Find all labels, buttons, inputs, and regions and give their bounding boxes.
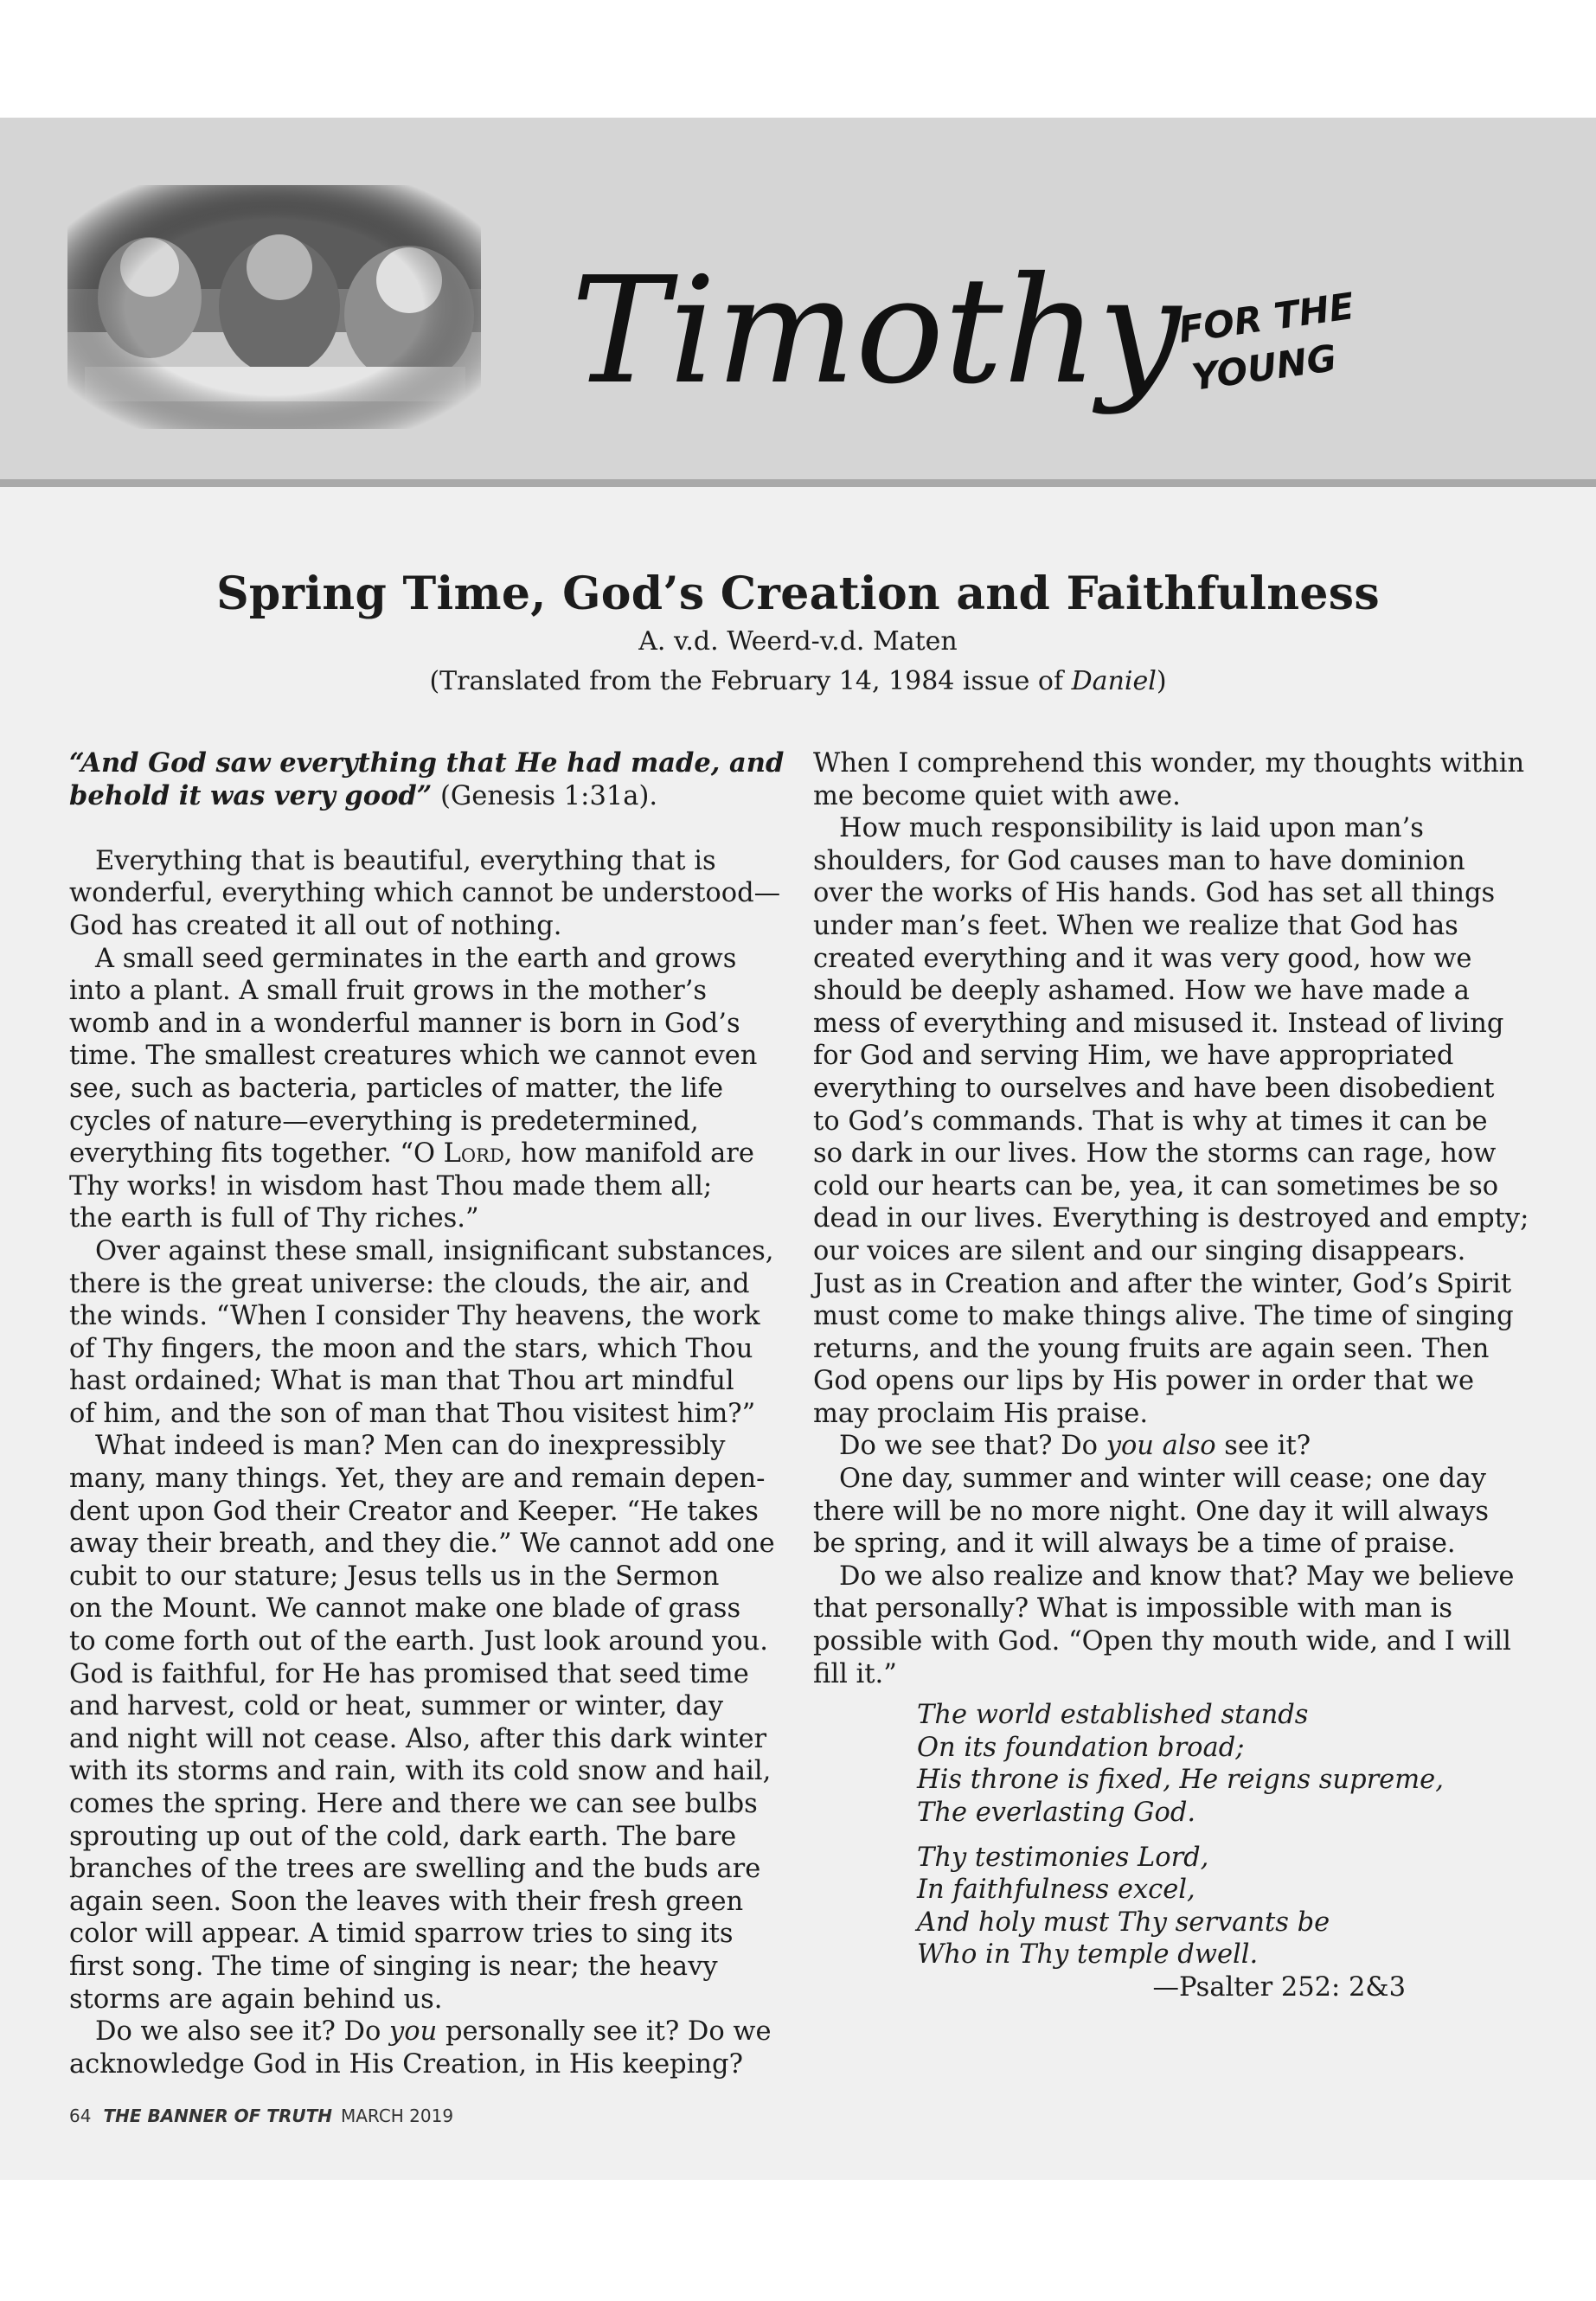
logo-small-1: FOR THE [1176,285,1357,351]
poem-line: And holy must Thy servants be [917,1907,1330,1938]
text-line: dent upon God their Creator and Keeper. “He takes [69,1496,759,1527]
text-line: sprouting up out of the cold, dark earth. The bare [69,1821,737,1852]
text-line: wonderful, everything which cannot be understood— [69,878,781,909]
text-line: mess of everything and misused it. Instead of living [813,1008,1504,1039]
poem-line: In faithfulness excel, [917,1875,1195,1906]
page-footer [69,2106,453,2126]
text-line: womb and in a wonderful manner is born in God’s [69,1008,740,1039]
text-line: that personally? What is impossible with man is [813,1593,1452,1625]
text-line: God has created it all out of nothing. [69,910,562,941]
text-line: Do we also realize and know that? May we believe [839,1561,1515,1592]
text-line: dead in our lives. Everything is destroyed and empty; [813,1203,1529,1234]
left-column [69,747,785,2080]
text-line: be spring, and it will always be a time of praise. [813,1529,1456,1560]
text-line: should be deeply ashamed. How we have made a [813,976,1470,1007]
logo-word: Timothy [571,246,1182,417]
text-line: the winds. “When I consider Thy heavens, the work [69,1301,760,1332]
text-line: of him, and the son of man that Thou visitest him?” [69,1398,756,1429]
page [0,118,1596,2180]
text-line: under man’s feet. When we realize that God has [813,910,1458,941]
text-line: to God’s commands. That is why at times it can be [813,1106,1488,1137]
text-line: may proclaim His praise. [813,1398,1149,1429]
text-line: shoulders, for God causes man to have dominion [813,845,1465,876]
text-line: over the works of His hands. God has set all things [813,878,1496,909]
text-line: everything fits together. “O Lord, how manifold are [69,1138,754,1170]
text-line: acknowledge God in His Creation, in His keeping? [69,2048,743,2080]
poem-line: His throne is fixed, He reigns supreme, [917,1765,1444,1796]
text-line: with its storms and rain, with its cold snow and hail, [69,1756,772,1787]
text-line: cubit to our stature; Jesus tells us in the Sermon [69,1561,720,1592]
text-line: there is the great universe: the clouds, the air, and [69,1268,750,1299]
text-line: What indeed is man? Men can do inexpressibly [95,1431,726,1462]
logo-small-2: YOUNG [1189,336,1340,399]
text-line: Everything that is beautiful, everything that is [95,845,716,876]
text-line: God opens our lips by His power in order that we [813,1366,1475,1397]
text-line: One day, summer and winter will cease; one day [839,1464,1487,1495]
text-line: many, many things. Yet, they are and remain depen- [69,1464,766,1495]
text-line: Do we also see it? Do you personally see it? Do we [95,2016,772,2048]
text-line: me become quiet with awe. [813,780,1181,811]
text-line: on the Mount. We cannot make one blade of grass [69,1593,741,1625]
text-line: Over against these small, insignificant substances, [95,1235,774,1266]
text-line: again seen. Soon the leaves with their fresh green [69,1886,744,1917]
page-number: 64 [69,2106,92,2126]
text-line: and night will not cease. Also, after this dark winter [69,1723,767,1754]
text-line: color will appear. A timid sparrow tries to sing its [69,1919,734,1950]
article-author: A. v.d. Weerd-v.d. Maten [638,626,958,657]
text-line: away their breath, and they die.” We cannot add one [69,1529,775,1560]
text-line: our voices are silent and our singing disappears. [813,1235,1466,1266]
text-line: see, such as bacteria, particles of matter, the life [69,1073,724,1104]
text-line: the earth is full of Thy riches.” [69,1203,479,1234]
poem-line: Who in Thy temple dwell. [917,1939,1259,1971]
article-source: (Translated from the February 14, 1984 issue of Daniel) [429,666,1167,696]
text-line: everything to ourselves and have been disobedient [813,1073,1495,1104]
text-line: How much responsibility is laid upon man’s [839,813,1424,844]
text-line: A small seed germinates in the earth and grows [95,943,737,974]
text-line: returns, and the young fruits are again seen. Then [813,1333,1490,1364]
issue-date: MARCH 2019 [340,2106,454,2126]
text-line: there will be no more night. One day it will always [813,1496,1490,1527]
text-line: time. The smallest creatures which we cannot even [69,1041,758,1072]
text-line: possible with God. “Open thy mouth wide, and I will [813,1626,1511,1657]
epigraph-line: behold it was very good” (Genesis 1:31a). [69,779,658,811]
children-photo [67,185,481,429]
timothy-for-the-young-logo [562,217,1367,451]
text-line: cycles of nature—everything is predetermined, [69,1106,699,1137]
column-header [0,118,1596,487]
publication-name: THE BANNER OF TRUTH [103,2106,332,2126]
text-line: for God and serving Him, we have appropriated [813,1041,1454,1072]
poem-line: The everlasting God. [917,1798,1196,1828]
text-line: comes the spring. Here and there we can see bulbs [69,1789,758,1819]
poem-line: Thy testimonies Lord, [917,1842,1209,1873]
text-line: and harvest, cold or heat, summer or winter, day [69,1691,724,1722]
article-title: Spring Time, God’s Creation and Faithfulness [216,567,1380,620]
text-line: Do we see that? Do you also see it? [839,1431,1311,1462]
text-line: fill it.” [813,1658,897,1689]
psalter-poem [917,1699,1522,1971]
text-line: Thy works! in wisdom hast Thou made them all; [69,1170,713,1202]
text-line: God is faithful, for He has promised that seed time [69,1658,749,1689]
text-line: cold our hearts can be, yea, it can sometimes be so [813,1170,1499,1202]
text-line: When I comprehend this wonder, my thoughts within [813,748,1525,779]
text-line: Just as in Creation and after the winter, God’s Spirit [813,1268,1512,1299]
text-line: must come to make things alive. The time of singing [813,1301,1514,1332]
text-line: to come forth out of the earth. Just look around you. [69,1626,768,1657]
text-line: so dark in our lives. How the storms can rage, how [813,1138,1497,1170]
text-line: first song. The time of singing is near; the heavy [69,1951,718,1982]
text-line: branches of the trees are swelling and the buds are [69,1854,761,1885]
text-line: storms are again behind us. [69,1984,443,2015]
epigraph-line: “And God saw everything that He had made, and [69,747,785,779]
text-line: hast ordained; What is man that Thou art mindful [69,1366,734,1397]
text-line: into a plant. A small fruit grows in the mother’s [69,976,708,1007]
poem-line: On its foundation broad; [917,1732,1245,1763]
text-line: of Thy fingers, the moon and the stars, which Thou [69,1333,753,1364]
poem-attribution: —Psalter 252: 2&3 [1152,1971,1406,2003]
poem-line: The world established stands [917,1700,1309,1731]
right-column [813,747,1529,2004]
text-line: created everything and it was very good, how we [813,943,1472,974]
